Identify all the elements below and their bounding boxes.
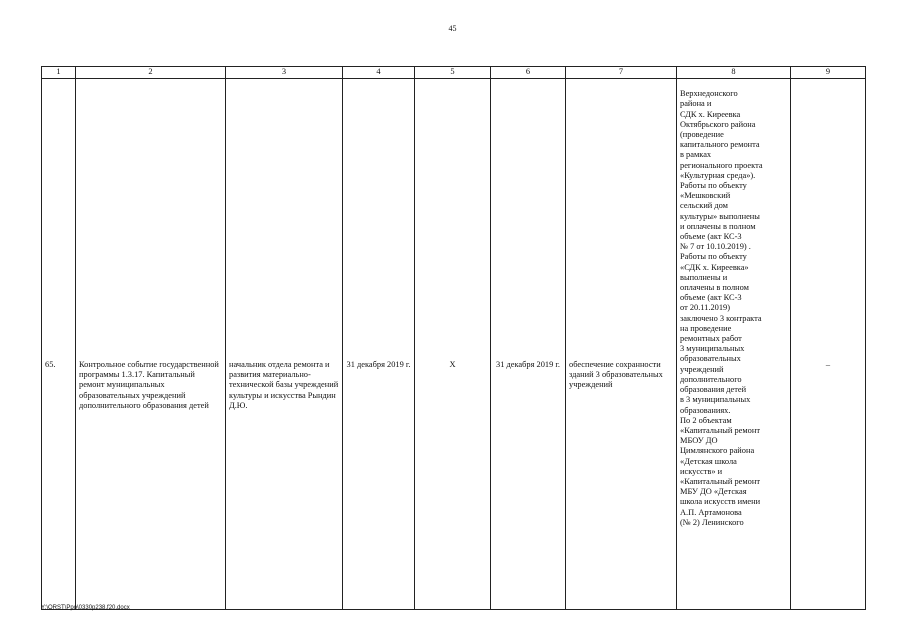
plan-date: 31 декабря 2019 г. (346, 360, 411, 369)
header-col-1: 1 (42, 67, 76, 79)
file-path-footer: Y:\ORST\Ppo\0330p238.f20.docx (41, 605, 130, 611)
event-name: Контрольное событие государственной программы 1.3.17. Капитальный ремонт муниципальных образовательных учреждений дополнительного образования детей (79, 360, 219, 410)
responsible-person: начальник отдела ремонта и развития материально-технической базы учреждений культуры и искусства Рындин Д.Ю. (229, 360, 339, 410)
cell-col9 (791, 79, 866, 610)
cell-status (677, 79, 791, 610)
header-col-6: 6 (491, 67, 566, 79)
header-col-2: 2 (76, 67, 226, 79)
col5-value: Х (449, 360, 456, 369)
report-table (41, 66, 866, 610)
table-row (42, 79, 866, 610)
cell-number (42, 79, 76, 610)
status-text: Верхнедонского района и СДК х. Киреевка Октябрьского района (проведение капитального ремонта в рамках регионального проекта «Культурная среда»). Работы по объекту «Мешковский сельский дом культуры» выполнены и оплачены в полном объеме (акт КС-3 № 7 от 10.10.2019) . Работы по объекту «СДК х. Киреевка» выполнены и оплачены в полном объеме (акт КС-3 от 20.11.2019) заключено 3 контракта на проведение ремонтных работ 3 муниципальных образовательных учреждений дополнительного образования детей в 3 муниципальных образованиях. По 2 объектам «Капитальный ремонт МБОУ ДО Цимлянского района «Детская школа искусств» и «Капитальный ремонт МБУ ДО «Детская школа искусств имени А.П. Артамонова (№ 2) Ленинского (680, 89, 763, 527)
header-col-5: 5 (415, 67, 491, 79)
header-col-3: 3 (226, 67, 343, 79)
page-number: 45 (448, 24, 457, 33)
cell-event (76, 79, 226, 610)
col9-value: – (825, 360, 831, 369)
cell-result (566, 79, 677, 610)
header-col-8: 8 (677, 67, 791, 79)
fact-date: 31 декабря 2019 г. (496, 360, 560, 369)
row-number: 65. (45, 360, 56, 369)
cell-fact-date (491, 79, 566, 610)
header-row (42, 67, 866, 79)
cell-responsible (226, 79, 343, 610)
result-text: обеспечение сохранности зданий 3 образовательных учреждений (569, 360, 663, 390)
cell-plan-date (343, 79, 415, 610)
header-col-9: 9 (791, 67, 866, 79)
header-col-7: 7 (566, 67, 677, 79)
header-col-4: 4 (343, 67, 415, 79)
cell-col5 (415, 79, 491, 610)
